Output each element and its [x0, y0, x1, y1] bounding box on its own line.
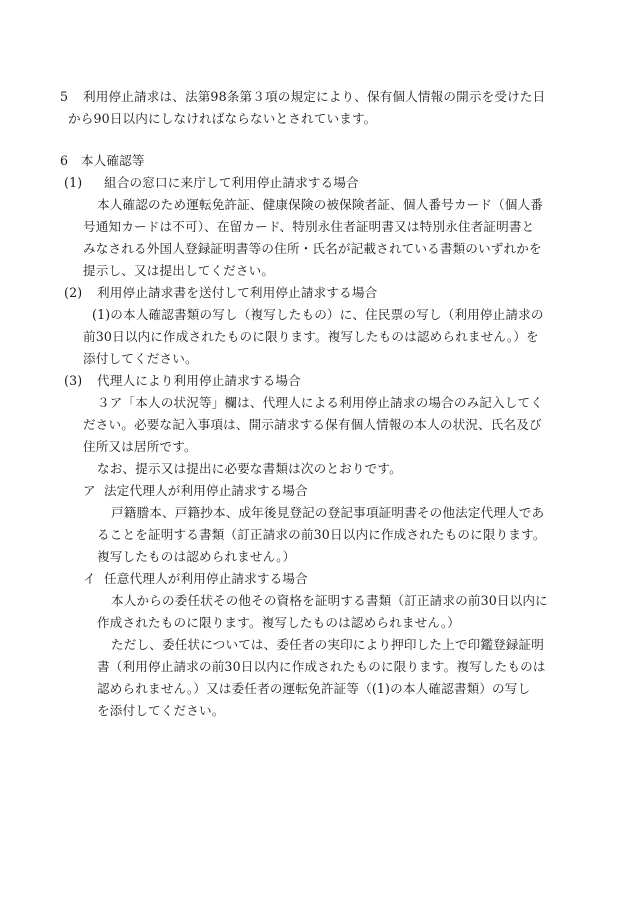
sub3i-line-6: を添付してください。 [97, 703, 225, 718]
sub3-line-4: なお、提示又は提出に必要な書類は次のとおりです。 [97, 461, 402, 476]
sub2-line-1: (1)の本人確認書類の写し（複写したもの）に、住民票の写し（利用停止請求の [92, 307, 544, 322]
sub3i-line-4: 書（利用停止請求の前30日以内に作成されたものに限ります。複写したものは [97, 659, 546, 674]
sub3-line-1: ３ア「本人の状況等」欄は、代理人による利用停止請求の場合のみ記入してく [97, 395, 544, 410]
sub3i-line-3: ただし、委任状については、委任者の実印により押印した上で印鑑登録証明 [111, 637, 545, 652]
sub3a-line-2: ることを証明する書類（訂正請求の前30日以内に作成されたものに限ります。 [97, 527, 546, 542]
sub3-title: 代理人により利用停止請求する場合 [97, 373, 301, 388]
sub1-label: (1) [64, 175, 83, 190]
sub2-label: (2) [64, 285, 83, 300]
sub3i-line-5: 認められません。）又は委任者の運転免許証等（(1)の本人確認書類）の写し [97, 681, 531, 696]
section6-heading: 6 本人確認等 [60, 153, 145, 168]
sub3-label: (3) [64, 373, 83, 388]
sub3i-title: 任意代理人が利用停止請求する場合 [104, 571, 308, 586]
sub3i-line-1: 本人からの委任状その他その資格を証明する書類（訂正請求の前30日以内に [111, 593, 548, 608]
sub3-line-3: 住所又は居所です。 [83, 439, 197, 454]
sub1-line-2: 号通知カードは不可）、在留カード、特別永住者証明書又は特別永住者証明書と [83, 219, 535, 234]
sub2-line-2: 前30日以内に作成されたものに限ります。複写したものは認められません。）を [83, 329, 539, 344]
sub2-line-3: 添付してください。 [83, 351, 198, 366]
sub3a-line-3: 複写したものは認められません。） [97, 549, 296, 564]
section5-number: 5 [60, 89, 69, 104]
sub3a-label: ア [83, 483, 96, 498]
sub3-line-2: ださい。必要な記入事項は、開示請求する保有個人情報の本人の状況、氏名及び [83, 417, 542, 432]
section5-line-2: から90日以内にしなければならないとされています。 [68, 111, 377, 126]
sub1-line-1: 本人確認のため運転免許証、健康保険の被保険者証、個人番号カード（個人番 [97, 197, 544, 212]
sub3a-title: 法定代理人が利用停止請求する場合 [104, 483, 308, 498]
sub1-title: 組合の窓口に来庁して利用停止請求する場合 [104, 175, 359, 190]
section5-line-1: 利用停止請求は、法第98条第３項の規定により、保有個人情報の開示を受けた日 [83, 89, 546, 104]
sub3i-line-2: 作成されたものに限ります。複写したものは認められません。） [97, 615, 461, 630]
sub3i-label: イ [83, 571, 96, 586]
sub2-title: 利用停止請求書を送付して利用停止請求する場合 [97, 285, 378, 300]
sub3a-line-1: 戸籍謄本、戸籍抄本、成年後見登記の登記事項証明書その他法定代理人であ [111, 505, 545, 520]
sub1-line-3: みなされる外国人登録証明書等の住所・氏名が記載されている書類のいずれかを [83, 241, 542, 256]
sub1-line-4: 提示し、又は提出してください。 [83, 263, 275, 278]
